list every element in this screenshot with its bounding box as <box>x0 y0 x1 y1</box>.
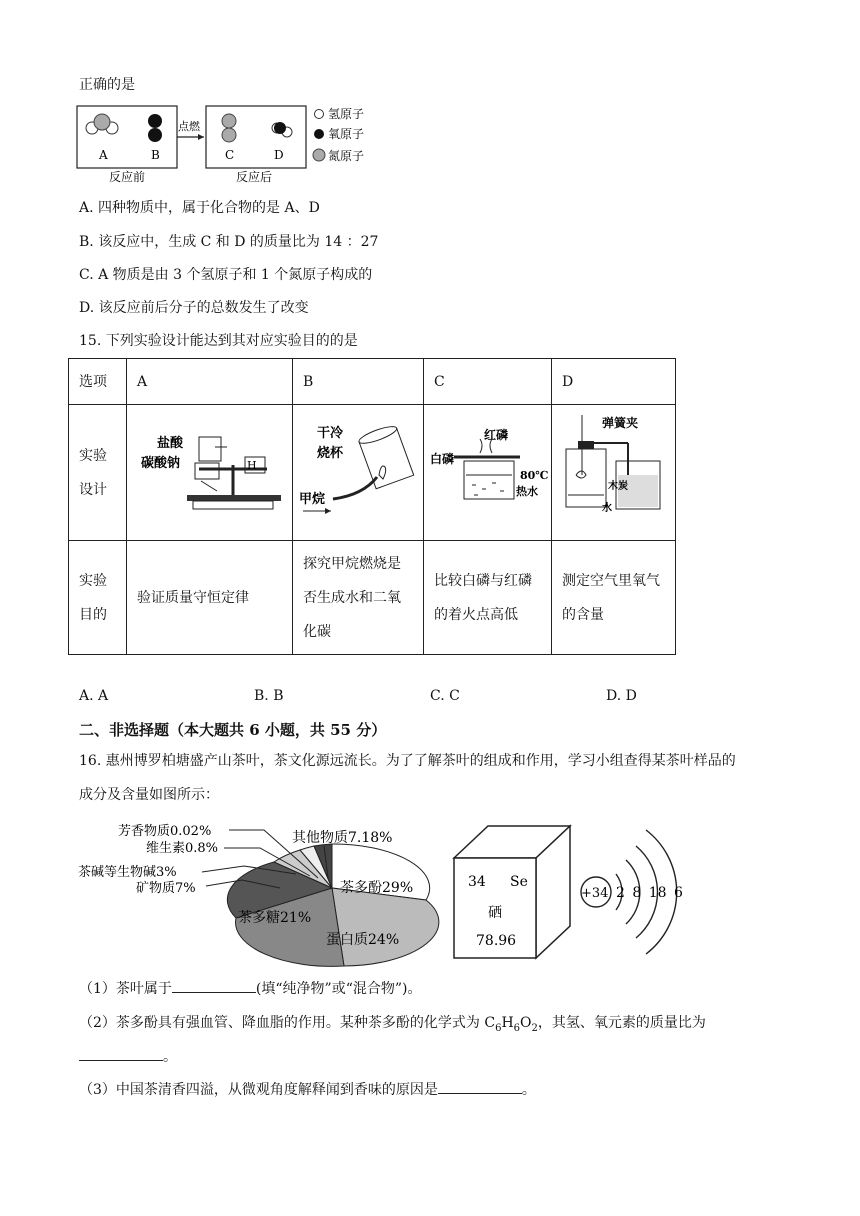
svg-text:水: 水 <box>602 503 612 514</box>
section-title: 二、非选择题（本大题共 6 小题，共 55 分） <box>79 721 387 739</box>
label-c: C <box>225 148 235 162</box>
molecule-a-n <box>94 114 110 130</box>
svg-text:盐酸: 盐酸 <box>157 436 184 451</box>
purpose-b: 探究甲烷燃烧是 否生成水和二氧 化碳 <box>293 541 424 655</box>
header-c: C <box>424 359 552 405</box>
q15-answer-a: A. A <box>79 688 109 704</box>
svg-text:H: H <box>247 459 257 472</box>
svg-text:木炭: 木炭 <box>608 481 628 492</box>
q15-answer-c: C. C <box>430 688 460 704</box>
reaction-diagram <box>76 104 376 184</box>
q16-sub2: （2）茶多酚具有强血管、降血脂的作用。某种茶多酚的化学式为 $C_6H_6O_2$，其氢、氧元素的质量比为 <box>79 1015 706 1034</box>
header-b: B <box>293 359 424 405</box>
nucleus-charge: +34 <box>581 886 609 901</box>
caption-before: 反应前 <box>109 170 146 184</box>
svg-text:干冷: 干冷 <box>317 426 344 441</box>
label-tea-polysaccharide: 茶多糖21% <box>238 910 312 926</box>
svg-text:弹簧夹: 弹簧夹 <box>602 416 639 430</box>
row-purpose-label: 实验 目的 <box>69 541 127 655</box>
design-a-image <box>127 405 293 541</box>
q16-sub1: （1）茶叶属于 (填“纯净物”或“混合物”)。 <box>79 981 422 997</box>
molecule-d-o <box>274 122 286 134</box>
legend-hydrogen-icon <box>315 110 324 119</box>
label-d: D <box>274 148 284 162</box>
after-box <box>206 106 306 168</box>
selenium-atom-structure <box>576 822 696 962</box>
answer-blank-3[interactable] <box>438 1081 522 1094</box>
legend-oxygen-icon <box>314 129 324 139</box>
svg-text:白磷: 白磷 <box>430 452 455 466</box>
q15-answer-d: D. D <box>606 688 637 704</box>
label-tea-polyphenol: 茶多酚29% <box>340 880 414 896</box>
label-aromatic: 芳香物质0.02% <box>118 824 212 839</box>
molecule-c-n1 <box>222 114 236 128</box>
svg-text:碳酸钠: 碳酸钠 <box>141 456 181 471</box>
molecule-c-n2 <box>222 128 236 142</box>
q14-option-c: C. A 物质是由 3 个氢原子和 1 个氮原子构成的 <box>79 267 373 283</box>
element-symbol: Se <box>510 874 528 890</box>
purpose-d: 测定空气里氧气 的含量 <box>552 541 676 655</box>
label-mineral: 矿物质7% <box>136 881 196 896</box>
legend-nitrogen: 氮原子 <box>328 149 365 163</box>
purpose-c: 比较白磷与红磷 的着火点高低 <box>424 541 552 655</box>
label-protein: 蛋白质24% <box>326 932 400 948</box>
element-name: 硒 <box>488 905 502 921</box>
legend-nitrogen-icon <box>313 149 325 161</box>
design-b-image <box>293 405 424 541</box>
q15-stem: 15. 下列实验设计能达到其对应实验目的的是 <box>79 333 358 349</box>
element-number: 34 <box>468 874 486 890</box>
element-mass: 78.96 <box>476 933 517 949</box>
label-other: 其他物质7.18% <box>292 830 393 846</box>
design-d-image <box>552 405 676 541</box>
label-vitamin: 维生素0.8% <box>146 841 219 856</box>
purpose-a: 验证质量守恒定律 <box>127 541 293 655</box>
reaction-arrow-icon <box>198 134 204 140</box>
svg-text:甲烷: 甲烷 <box>299 492 326 507</box>
row-design-label: 实验 设计 <box>69 405 127 541</box>
design-c-image <box>424 405 552 541</box>
header-a: A <box>127 359 293 405</box>
before-box <box>77 106 177 168</box>
q14-option-d: D. 该反应前后分子的总数发生了改变 <box>79 300 309 316</box>
label-b: B <box>151 148 160 162</box>
q16-stem-line1: 16. 惠州博罗柏塘盛产山茶叶，茶文化源远流长。为了了解茶叶的组成和作用，学习小组查得某茶叶样品的 <box>79 753 736 769</box>
slice-protein <box>332 888 439 966</box>
answer-blank-2[interactable] <box>79 1048 163 1061</box>
answer-blank-1[interactable] <box>172 980 256 993</box>
header-d: D <box>552 359 676 405</box>
header-option: 选项 <box>69 359 127 405</box>
molecule-b-o2 <box>148 128 162 142</box>
label-alkaloid: 茶碱等生物碱3% <box>78 865 177 880</box>
q14-stem-tail: 正确的是 <box>79 77 135 93</box>
q15-answer-b: B. B <box>254 688 284 704</box>
legend-hydrogen: 氢原子 <box>328 107 365 121</box>
svg-text:80℃: 80℃ <box>520 469 549 482</box>
svg-text:烧杯: 烧杯 <box>317 446 344 461</box>
q14-option-b: B. 该反应中，生成 C 和 D 的质量比为 14 ：27 <box>79 234 379 250</box>
q16-sub3: （3）中国茶清香四溢，从微观角度解释闻到香味的原因是 。 <box>79 1082 536 1098</box>
caption-after: 反应后 <box>236 170 273 184</box>
q14-option-a: A. 四种物质中，属于化合物的是 A、D <box>79 200 320 216</box>
q15-table <box>68 358 676 655</box>
svg-text:红磷: 红磷 <box>484 428 509 442</box>
legend-oxygen: 氧原子 <box>328 127 365 141</box>
svg-text:热水: 热水 <box>516 485 538 498</box>
molecule-b-o1 <box>148 114 162 128</box>
selenium-element-card <box>452 822 572 962</box>
q16-stem-line2: 成分及含量如图所示： <box>79 787 219 803</box>
q16-sub2-answer: 。 <box>79 1048 177 1066</box>
label-a: A <box>99 148 108 162</box>
shell-electrons: 2 8 18 6 <box>616 885 683 901</box>
tea-composition-pie <box>74 818 444 968</box>
arrow-label: 点燃 <box>178 120 200 133</box>
